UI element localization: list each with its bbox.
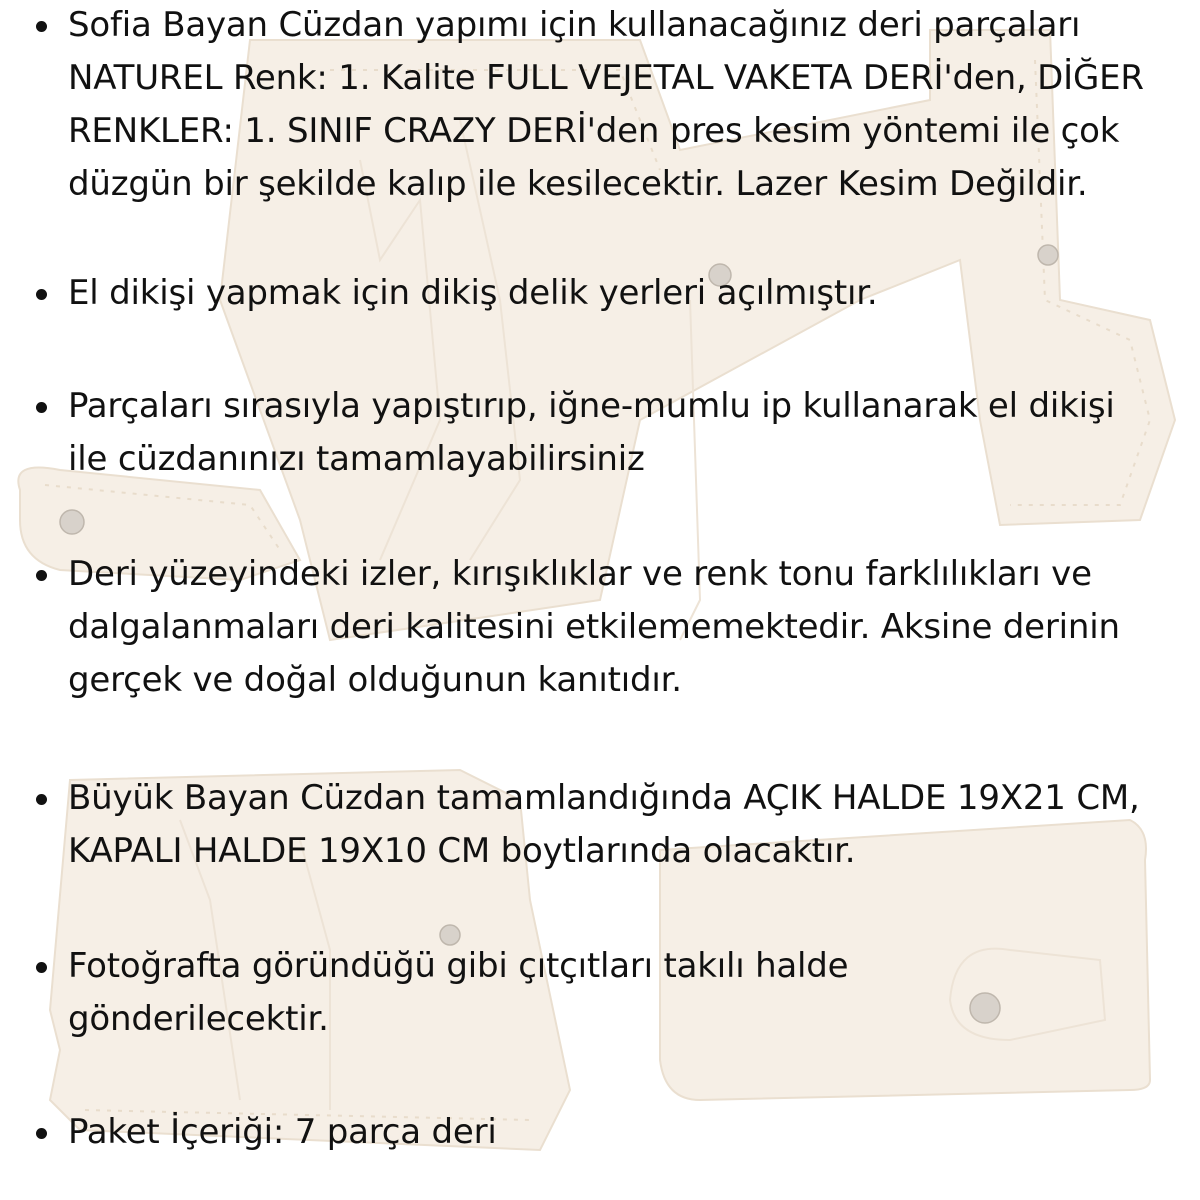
feature-snaps-attached <box>68 940 1196 1046</box>
feature-stitch-holes <box>68 267 1196 320</box>
feature-package-contents <box>68 1106 1196 1159</box>
feature-dimensions <box>68 772 1196 878</box>
bullet-dot <box>36 570 47 581</box>
feature-line: NATUREL Renk: 1. Kalite FULL VEJETAL VAKETA DERİ'den, DİĞER <box>68 58 1144 98</box>
feature-line: ile cüzdanınızı tamamlayabilirsiniz <box>68 439 645 479</box>
feature-line: Parçaları sırasıyla yapıştırıp, iğne-mumlu ip kullanarak el dikişi <box>68 386 1115 426</box>
feature-line: dalgalanmaları deri kalitesini etkilememektedir. Aksine derinin <box>68 607 1120 647</box>
feature-leather-quality <box>68 0 1196 211</box>
feature-assembly <box>68 380 1196 486</box>
feature-line: KAPALI HALDE 19X10 CM boytlarında olacaktır. <box>68 831 856 871</box>
bullet-dot <box>36 962 47 973</box>
bullet-dot <box>36 21 47 32</box>
feature-line: Fotoğrafta göründüğü gibi çıtçıtları takılı halde <box>68 946 849 986</box>
feature-line: RENKLER: 1. SINIF CRAZY DERİ'den pres kesim yöntemi ile çok <box>68 111 1120 151</box>
bullet-dot <box>36 289 47 300</box>
bullet-dot <box>36 402 47 413</box>
feature-line: Sofia Bayan Cüzdan yapımı için kullanacağınız deri parçaları <box>68 5 1081 45</box>
bullet-dot <box>36 1128 47 1139</box>
feature-line: Deri yüzeyindeki izler, kırışıklıklar ve renk tonu farklılıkları ve <box>68 554 1092 594</box>
feature-line: düzgün bir şekilde kalıp ile kesilecektir. Lazer Kesim Değildir. <box>68 164 1088 204</box>
feature-line: Büyük Bayan Cüzdan tamamlandığında AÇIK HALDE 19X21 CM, <box>68 778 1140 818</box>
feature-line: Paket İçeriği: 7 parça deri <box>68 1112 497 1152</box>
feature-line: gerçek ve doğal olduğunun kanıtıdır. <box>68 660 682 700</box>
bullet-dot <box>36 794 47 805</box>
feature-line: gönderilecektir. <box>68 999 329 1039</box>
feature-line: El dikişi yapmak için dikiş delik yerleri açılmıştır. <box>68 273 878 313</box>
feature-natural-marks <box>68 548 1196 707</box>
